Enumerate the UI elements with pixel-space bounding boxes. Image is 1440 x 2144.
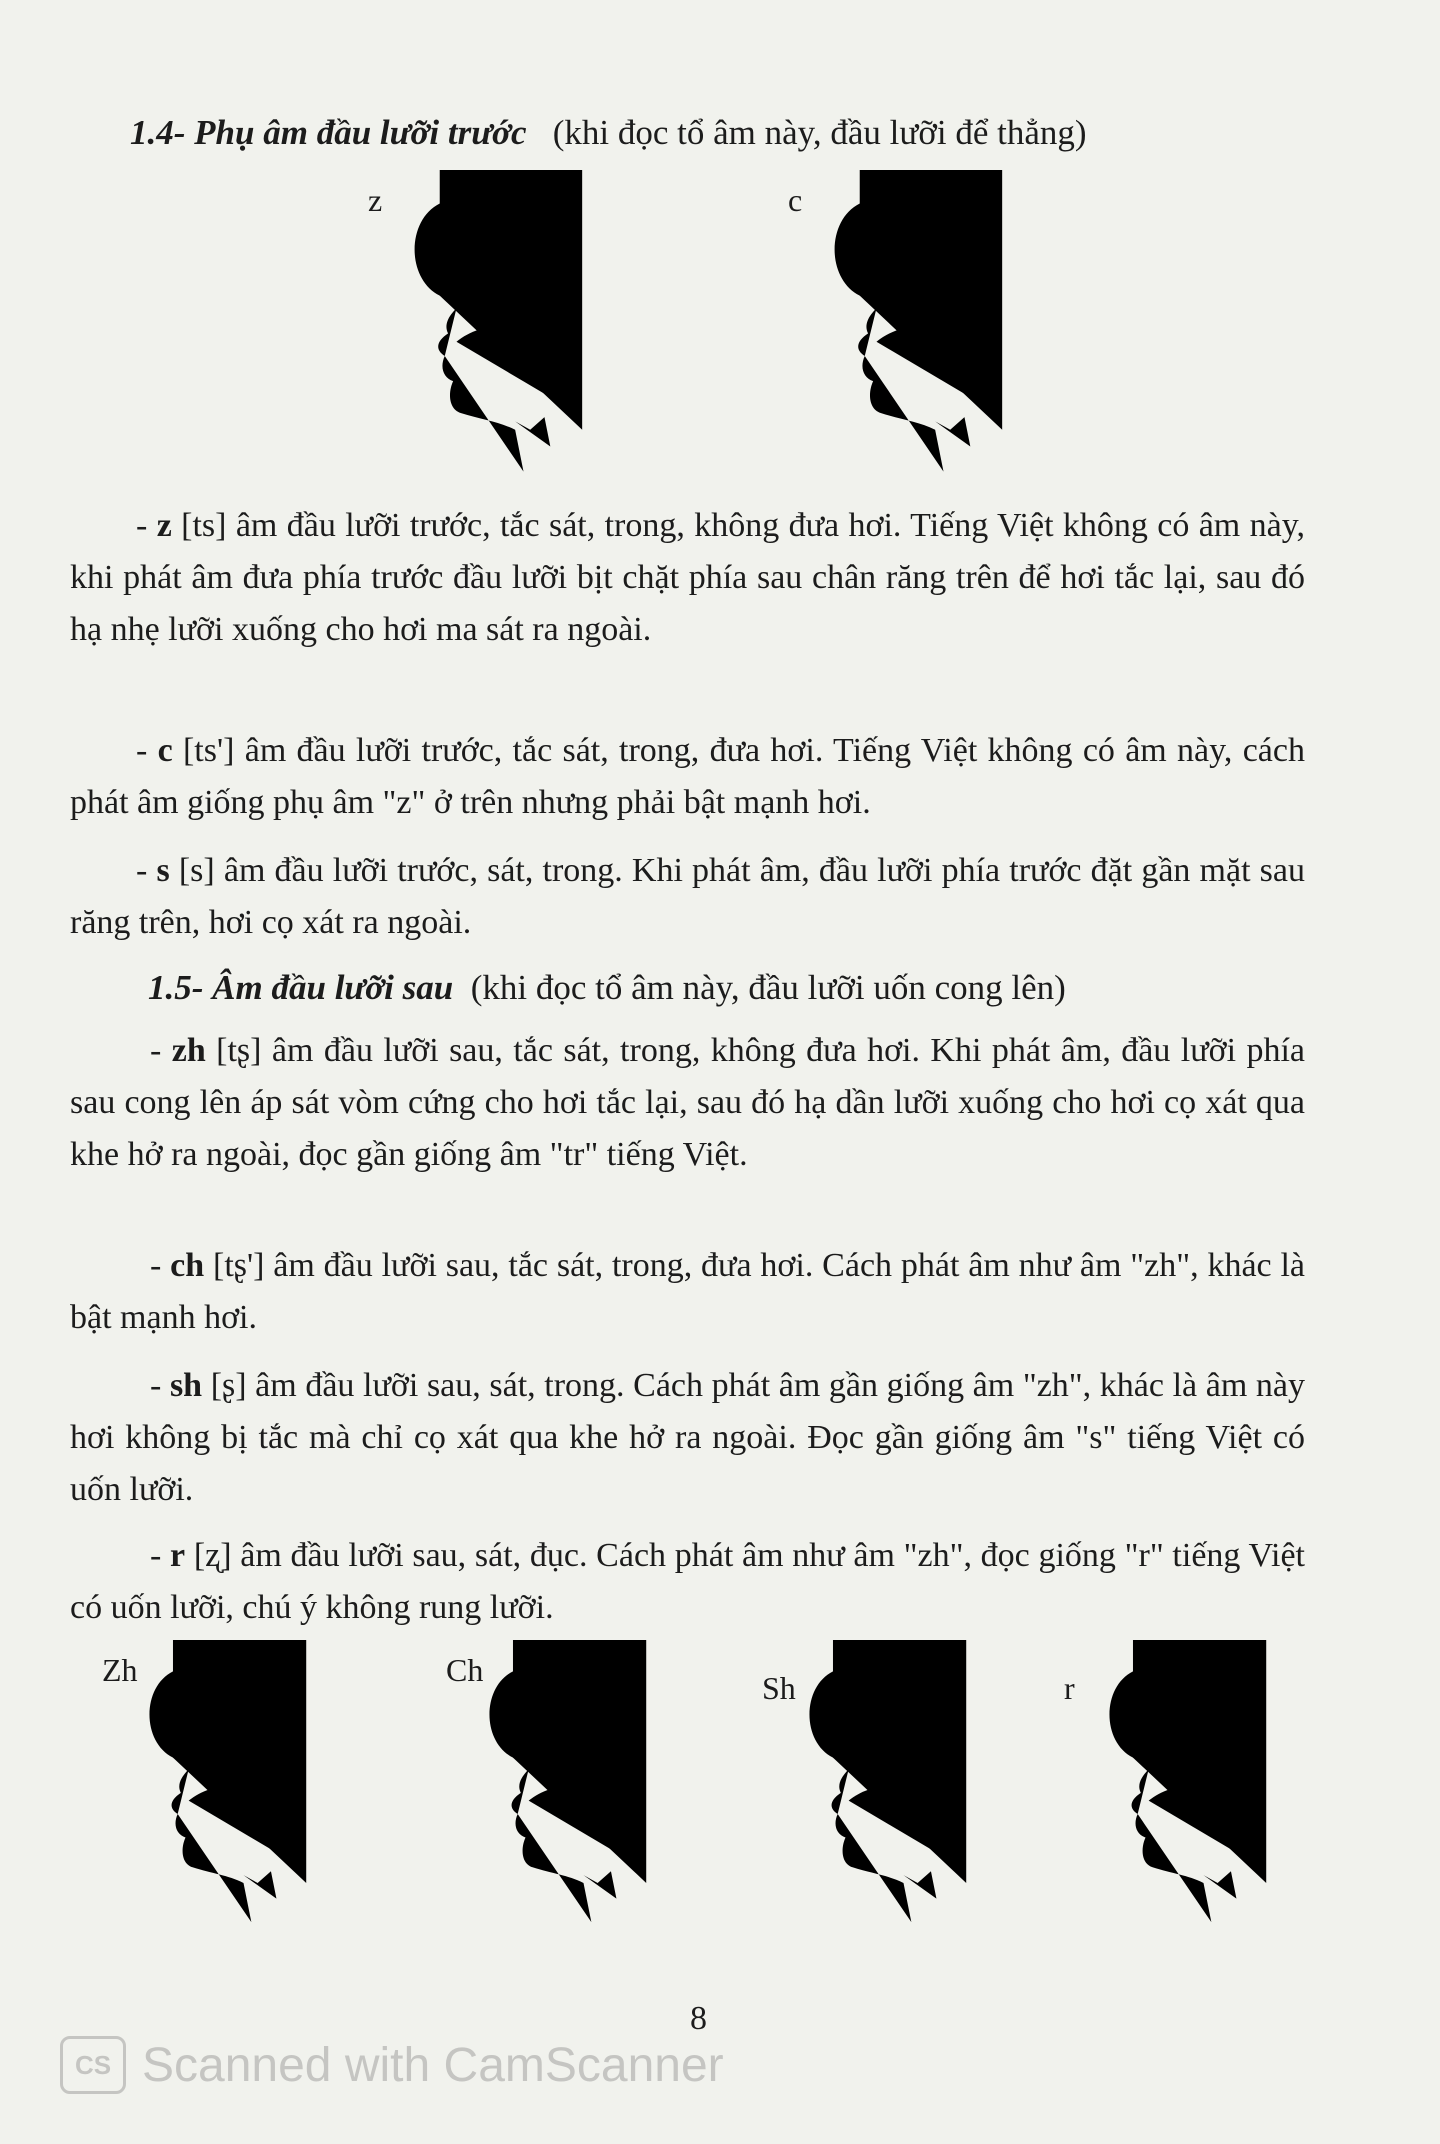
page-number: 8	[690, 2000, 707, 2037]
paragraph-z	[70, 500, 1305, 656]
camscanner-watermark	[60, 2030, 724, 2100]
heading-note: (khi đọc tổ âm này, đầu lưỡi uốn cong lên)	[470, 968, 1066, 1007]
watermark-text: Scanned with CamScanner	[142, 2038, 724, 2092]
term: c	[157, 732, 173, 769]
camscanner-logo-icon: CS	[60, 2036, 126, 2094]
diagram-sh	[760, 1640, 1000, 1930]
diagram-label: c	[788, 182, 803, 218]
paragraph-text: [ts] âm đầu lưỡi trước, tắc sát, trong, không đưa hơi. Tiếng Việt không có âm này, khi phát âm đưa phía trước đầu lưỡi bịt chặt phía sau chân răng trên để hơi tắc lại, sau đó hạ nhẹ lưỡi xuống cho hơi ma sát ra ngoài.	[70, 507, 1305, 648]
paragraph-ch	[70, 1240, 1305, 1344]
diagram-c	[790, 170, 1030, 480]
paragraph-sh	[70, 1360, 1305, 1516]
mouth-cross-section-icon	[760, 1640, 1000, 1930]
diagram-zh	[100, 1640, 340, 1930]
term: sh	[169, 1367, 203, 1404]
diagram-label: z	[368, 182, 383, 218]
paragraph-text: [ʂ] âm đầu lưỡi sau, sát, trong. Cách phát âm gần giống âm "zh", khác là âm này hơi không bị tắc mà chỉ cọ xát qua khe hở ra ngoài. Đọc gần giống âm "s" tiếng Việt có uốn lưỡi.	[70, 1367, 1305, 1508]
term: r	[170, 1537, 186, 1574]
paragraph-c	[70, 725, 1305, 829]
diagram-label: r	[1064, 1670, 1075, 1706]
mouth-cross-section-icon	[1060, 1640, 1300, 1930]
diagram-r	[1060, 1640, 1300, 1930]
bullet: -	[136, 852, 157, 889]
heading-label: 1.4- Phụ âm đầu lưỡi trước	[130, 113, 527, 152]
bullet: -	[150, 1247, 171, 1284]
term: s	[156, 852, 170, 889]
bullet: -	[150, 1537, 171, 1574]
paragraph-r	[70, 1530, 1305, 1634]
diagram-z	[370, 170, 610, 480]
section-heading-1-4	[130, 113, 1087, 153]
term: z	[156, 507, 172, 544]
paragraph-s	[70, 845, 1305, 949]
paragraph-text: [s] âm đầu lưỡi trước, sát, trong. Khi phát âm, đầu lưỡi phía trước đặt gần mặt sau răng trên, hơi cọ xát ra ngoài.	[70, 852, 1305, 941]
term: zh	[171, 1032, 206, 1069]
bullet: -	[136, 732, 158, 769]
paragraph-text: [ʐ] âm đầu lưỡi sau, sát, đục. Cách phát âm như âm "zh", đọc giống "r" tiếng Việt có uốn lưỡi, chú ý không rung lưỡi.	[70, 1537, 1306, 1626]
heading-note: (khi đọc tổ âm này, đầu lưỡi để thẳng)	[552, 113, 1087, 152]
bullet: -	[136, 507, 157, 544]
paragraph-zh	[70, 1025, 1305, 1181]
section-heading-1-5	[148, 968, 1066, 1008]
diagram-label: Sh	[762, 1670, 796, 1706]
bullet: -	[150, 1032, 172, 1069]
paragraph-text: [tʂ'] âm đầu lưỡi sau, tắc sát, trong, đưa hơi. Cách phát âm như âm "zh", khác là bật mạnh hơi.	[70, 1247, 1305, 1336]
mouth-cross-section-icon	[370, 170, 610, 480]
paragraph-text: [ts'] âm đầu lưỡi trước, tắc sát, trong, đưa hơi. Tiếng Việt không có âm này, cách phát âm giống phụ âm "z" ở trên nhưng phải bật mạnh hơi.	[70, 732, 1305, 821]
diagram-ch	[440, 1640, 680, 1930]
diagram-label: Ch	[446, 1652, 484, 1688]
mouth-cross-section-icon	[790, 170, 1030, 480]
diagram-label: Zh	[102, 1652, 138, 1688]
bullet: -	[150, 1367, 170, 1404]
paragraph-text: [tʂ] âm đầu lưỡi sau, tắc sát, trong, không đưa hơi. Khi phát âm, đầu lưỡi phía sau cong lên áp sát vòm cứng cho hơi tắc lại, sau đó hạ dần lưỡi xuống cho hơi cọ xát qua khe hở ra ngoài, đọc gần giống âm "tr" tiếng Việt.	[70, 1032, 1306, 1173]
term: ch	[170, 1247, 205, 1284]
heading-label: 1.5- Âm đầu lưỡi sau	[148, 968, 454, 1007]
